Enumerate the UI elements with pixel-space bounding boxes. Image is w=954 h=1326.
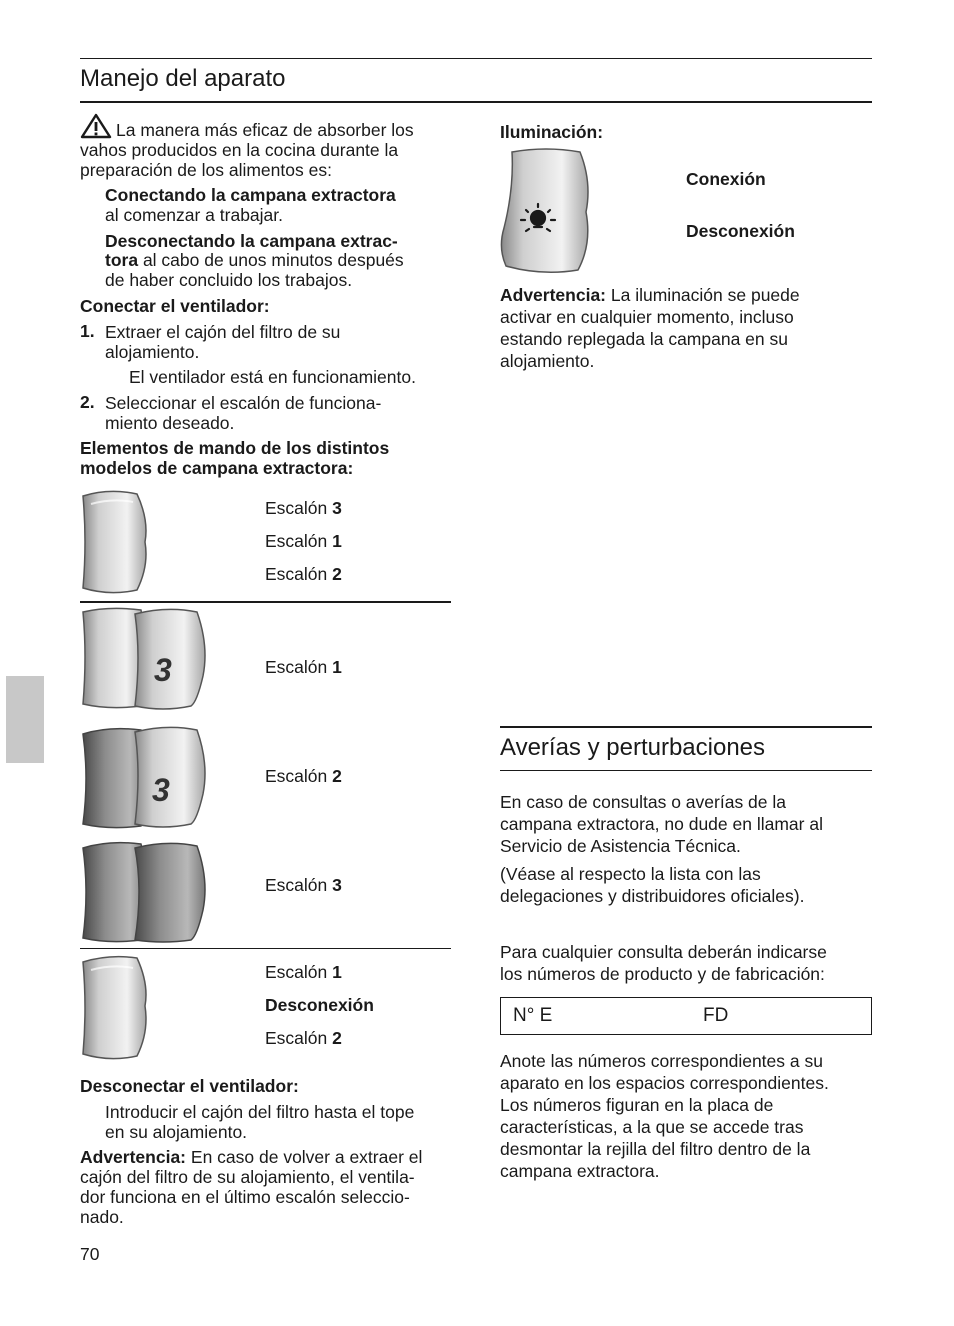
- light-warning-line-c: estando replegada la campana en su: [500, 329, 788, 349]
- light-warning-line-d: alojamiento.: [500, 351, 595, 371]
- rocker-switch-icon: [79, 490, 151, 594]
- level-number: 2: [332, 766, 342, 786]
- double-key-level1-icon: [79, 606, 209, 710]
- control5-label-1: [265, 962, 342, 983]
- control1-label-1: [265, 498, 342, 519]
- faults-p3-a: Para cualquier consulta deberán indicarse: [500, 942, 827, 962]
- escalon-word: Escalón: [265, 498, 328, 518]
- section-tab: [6, 676, 44, 763]
- controls-heading-b: modelos de campana extractora:: [80, 458, 354, 478]
- faults-underline: [500, 770, 872, 771]
- disconnect-heading: Desconectar el ventilador:: [80, 1076, 299, 1096]
- escalon-word: Escalón: [265, 1028, 328, 1048]
- step1-result: El ventilador está en funcionamiento.: [129, 367, 416, 387]
- faults-p2-b: delegaciones y distribuidores oficiales).: [500, 886, 805, 906]
- step1-number: 1.: [80, 321, 95, 341]
- disconnect-line-b: en su alojamiento.: [105, 1122, 248, 1142]
- step2-line-b: miento deseado.: [105, 413, 235, 433]
- escalon-word: Escalón: [265, 564, 328, 584]
- level-number: 2: [332, 1028, 342, 1048]
- separator-2: [80, 948, 451, 949]
- tip2-bold-b: tora: [105, 250, 139, 270]
- tip2-line2: [105, 250, 404, 270]
- step1-line-a: Extraer el cajón del filtro de su: [105, 322, 341, 342]
- control4-label: [265, 875, 342, 896]
- faults-p1-a: En caso de consultas o averías de la: [500, 792, 787, 812]
- level-number: 1: [332, 531, 342, 551]
- tip2-rest-a: al cabo de unos minutos después: [142, 250, 404, 270]
- faults-p4-e: desmontar la rejilla del filtro dentro de la: [500, 1139, 811, 1159]
- controls-heading-a: Elementos de mando de los distintos: [80, 438, 390, 458]
- light-switch-icon: [500, 148, 592, 274]
- escalon-word: Escalón: [265, 531, 328, 551]
- faults-top-rule: [500, 726, 872, 728]
- connect-heading: Conectar el ventilador:: [80, 296, 270, 316]
- warning-text-a: En caso de volver a extraer el: [190, 1147, 423, 1167]
- fd-number-label: FD: [703, 1005, 729, 1026]
- step1-line-b: alojamiento.: [105, 342, 200, 362]
- light-heading: Iluminación:: [500, 122, 604, 142]
- tip1-bold: Conectando la campana extractora: [105, 185, 396, 205]
- id-number-box: [500, 997, 872, 1035]
- faults-p4-d: características, a la que se accede tras: [500, 1117, 804, 1137]
- faults-p1-c: Servicio de Asistencia Técnica.: [500, 836, 741, 856]
- page-title: Manejo del aparato: [80, 65, 286, 92]
- key-digit: 3: [152, 772, 170, 808]
- key-digit: 3: [154, 652, 172, 688]
- faults-p4-a: Anote las números correspondientes a su: [500, 1051, 823, 1071]
- escalon-word: Escalón: [265, 962, 328, 982]
- level-number: 3: [332, 875, 342, 895]
- faults-p4-f: campana extractora.: [500, 1161, 660, 1181]
- warning-label: Advertencia:: [80, 1147, 187, 1167]
- escalon-word: Escalón: [265, 766, 328, 786]
- page-number: 70: [80, 1244, 100, 1264]
- escalon-word: Escalón: [265, 657, 328, 677]
- control1-label-2: [265, 531, 342, 552]
- control3-label: [265, 766, 342, 787]
- level-number: 3: [332, 498, 342, 518]
- light-on-label: Conexión: [686, 169, 766, 189]
- double-key-level2-icon: [79, 724, 209, 830]
- warning-line-b: cajón del filtro de su alojamiento, el ventila-: [80, 1167, 415, 1187]
- light-warning-label: Advertencia:: [500, 285, 607, 305]
- warning-line-c: dor funciona en el último escalón seleccio-: [80, 1187, 410, 1207]
- control5-label-2: [265, 1028, 342, 1049]
- control5-label-off: Desconexión: [265, 995, 374, 1015]
- faults-title: Averías y perturbaciones: [500, 734, 766, 761]
- control1-label-3: [265, 564, 342, 585]
- faults-p3-b: los números de producto y de fabricación:: [500, 964, 825, 984]
- tip2-bold-a: Desconectando la campana extrac-: [105, 231, 398, 251]
- level-number: 2: [332, 564, 342, 584]
- e-number-label: N° E: [513, 1005, 553, 1026]
- step2-line-a: Seleccionar el escalón de funciona-: [105, 393, 382, 413]
- faults-p1-b: campana extractora, no dude en llamar al: [500, 814, 823, 834]
- faults-p2-a: (Véase al respecto la lista con las: [500, 864, 761, 884]
- tip1-rest: al comenzar a trabajar.: [105, 205, 284, 225]
- rocker-switch-off-icon: [79, 954, 151, 1060]
- separator-1: [80, 601, 451, 603]
- level-number: 1: [332, 962, 342, 982]
- light-warning-line-a: [500, 284, 800, 306]
- double-key-level3-icon: [79, 838, 209, 944]
- title-underline: [80, 101, 872, 103]
- faults-p4-b: aparato en los espacios correspondientes.: [500, 1073, 829, 1093]
- light-off-label: Desconexión: [686, 221, 795, 241]
- tip2-rest-b: de haber concluido los trabajos.: [105, 270, 353, 290]
- warning-line-a: [80, 1147, 422, 1167]
- top-rule: [80, 58, 872, 59]
- light-warning-line-b: activar en cualquier momento, incluso: [500, 307, 794, 327]
- warning-line-d: nado.: [80, 1207, 124, 1227]
- control2-label: [265, 657, 342, 678]
- light-warning-text-a: La iluminación se puede: [610, 285, 800, 305]
- faults-p4-c: Los números figuran en la placa de: [500, 1095, 774, 1115]
- escalon-word: Escalón: [265, 875, 328, 895]
- level-number: 1: [332, 657, 342, 677]
- intro-text: La manera más eficaz de absorber los vahos producidos en la cocina durante la preparación de los alimentos es:: [80, 120, 414, 180]
- step2-number: 2.: [80, 392, 95, 412]
- disconnect-line-a: Introducir el cajón del filtro hasta el tope: [105, 1102, 415, 1122]
